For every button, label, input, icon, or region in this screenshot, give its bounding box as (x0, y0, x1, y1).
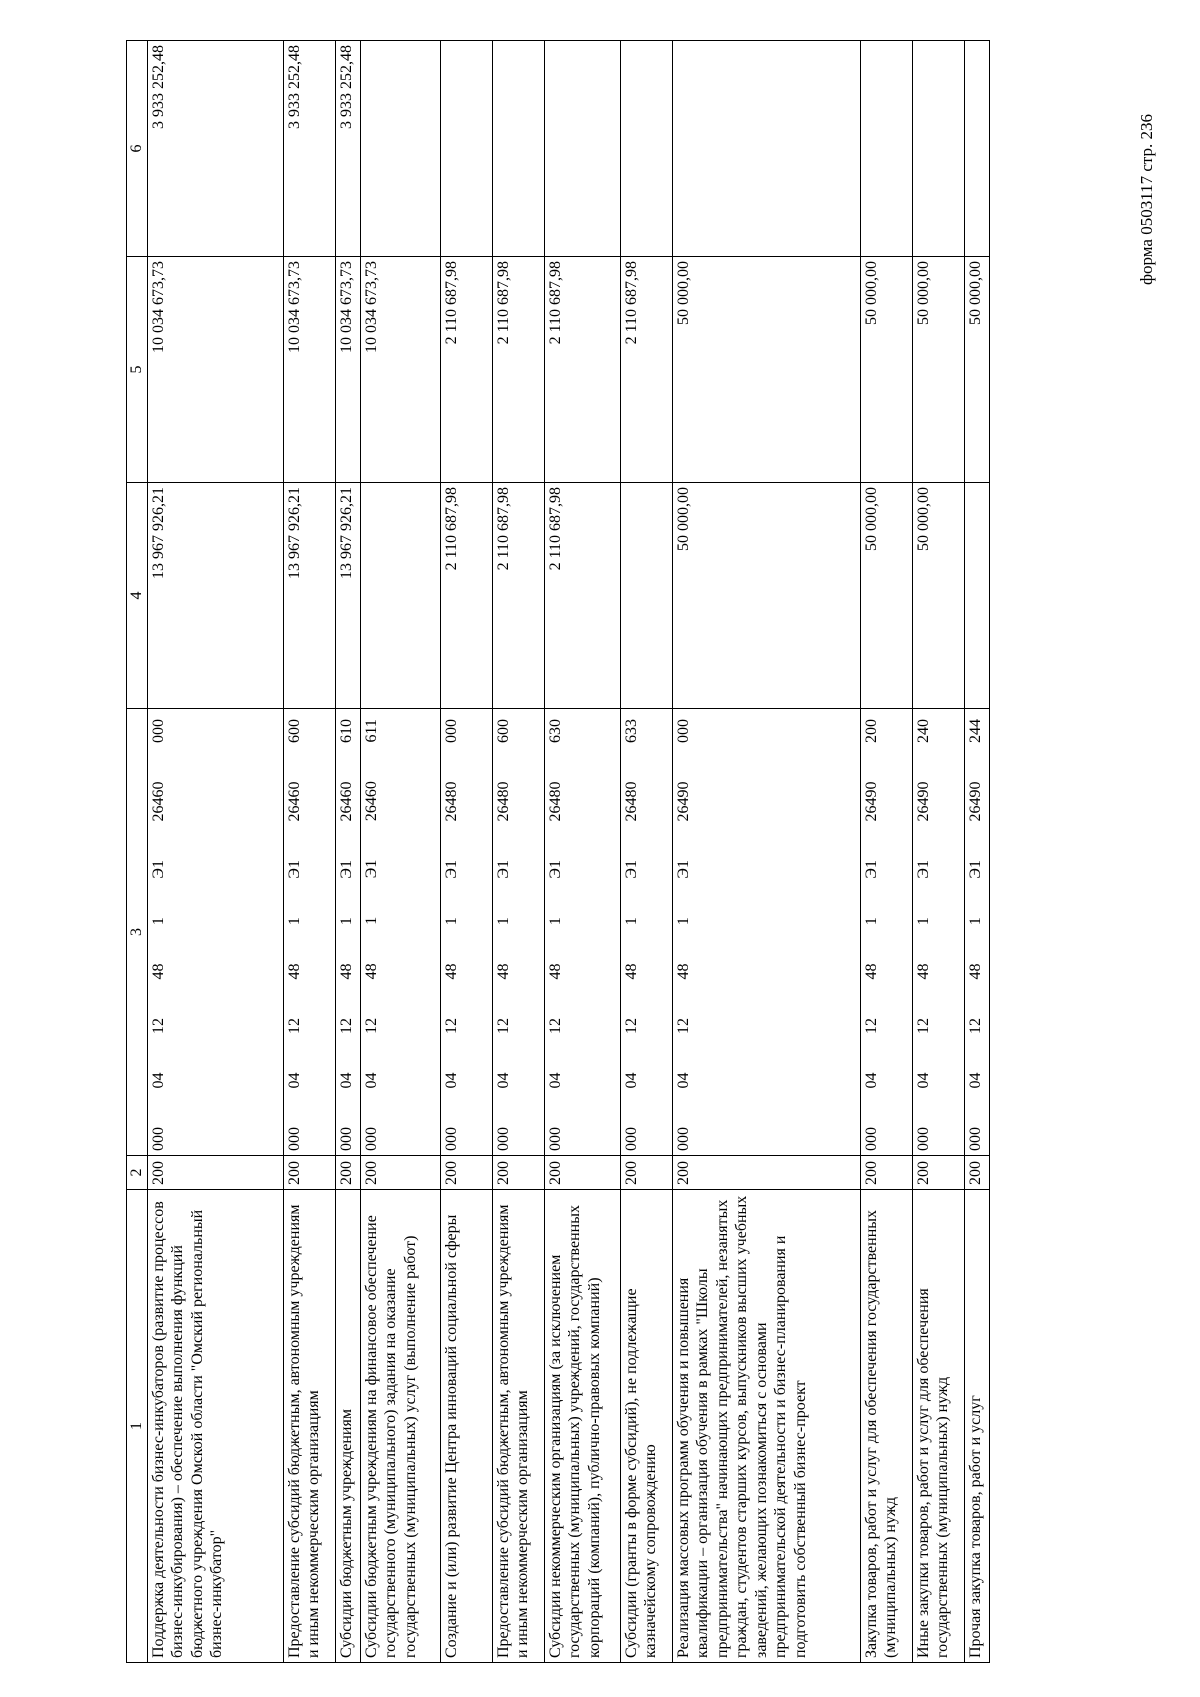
row-name-cell: Прочая закупка товаров, работ и услуг (964, 1190, 989, 1663)
code-segment: 12 (337, 1018, 355, 1035)
classification-code (494, 713, 514, 1151)
line-code-cell: 200 (360, 1156, 440, 1190)
code-segment: 1 (337, 917, 355, 926)
classification-code-cell (544, 709, 620, 1156)
approved-amount-cell: 13 967 926,21 (335, 483, 360, 709)
executed-amount-cell: 2 110 687,98 (620, 257, 672, 483)
code-segment: 000 (674, 719, 692, 744)
code-segment: Э1 (966, 860, 984, 879)
code-segment: 000 (442, 719, 460, 744)
unexecuted-amount-cell: 3 933 252,48 (147, 41, 283, 257)
code-segment: 12 (862, 1018, 880, 1035)
classification-code-cell (492, 709, 544, 1156)
row-name-cell: Создание и (или) развитие Центра инноваций социальной сферы (440, 1190, 492, 1663)
code-segment: 48 (966, 963, 984, 980)
executed-amount-cell: 50 000,00 (672, 257, 860, 483)
code-segment: 26490 (862, 781, 880, 822)
executed-amount-cell: 10 034 673,73 (360, 257, 440, 483)
unexecuted-amount-cell: 3 933 252,48 (335, 41, 360, 257)
code-segment: 1 (966, 917, 984, 926)
classification-code (546, 713, 566, 1151)
table-row (860, 41, 912, 1663)
code-segment: 630 (546, 719, 564, 744)
classification-code (285, 713, 305, 1151)
code-segment: 04 (337, 1072, 355, 1089)
classification-code (442, 713, 462, 1151)
code-segment: 48 (862, 963, 880, 980)
code-segment: 610 (337, 719, 355, 744)
approved-amount-cell: 2 110 687,98 (492, 483, 544, 709)
code-segment: 48 (337, 963, 355, 980)
code-segment: 26490 (674, 781, 692, 822)
unexecuted-amount-cell (620, 41, 672, 257)
approved-amount-cell (620, 483, 672, 709)
code-segment: 12 (914, 1018, 932, 1035)
executed-amount-cell: 50 000,00 (860, 257, 912, 483)
code-segment: 04 (442, 1072, 460, 1089)
classification-code-cell (335, 709, 360, 1156)
line-code-cell: 200 (492, 1156, 544, 1190)
code-segment: 26480 (622, 781, 640, 822)
row-name-cell: Субсидии бюджетным учреждениям на финансовое обеспечение государственного (муниципального) задания на оказание государственных (муниципальных) услуг (выполнение работ) (360, 1190, 440, 1663)
code-segment: 04 (674, 1072, 692, 1089)
code-segment: 04 (862, 1072, 880, 1089)
code-segment: 48 (494, 963, 512, 980)
executed-amount-cell: 10 034 673,73 (283, 257, 335, 483)
code-segment: 04 (546, 1072, 564, 1089)
code-segment: 1 (622, 917, 640, 926)
approved-amount-cell (360, 483, 440, 709)
column-number: 6 (127, 41, 148, 257)
line-code-cell: 200 (283, 1156, 335, 1190)
approved-amount-cell: 2 110 687,98 (544, 483, 620, 709)
code-segment: Э1 (149, 860, 167, 879)
form-reference: форма 0503117 стр. 236 (1137, 114, 1156, 285)
executed-amount-cell: 10 034 673,73 (147, 257, 283, 483)
code-segment: 12 (546, 1018, 564, 1035)
table-body (147, 41, 989, 1663)
code-segment: 48 (674, 963, 692, 980)
code-segment: 1 (285, 917, 303, 926)
row-name-cell: Реализация массовых программ обучения и повышения квалификации – организация обучения в рамках "Школы предпринимательства" начинающих предпринимателей, незанятых граждан, студентов старших курсов, выпускников высших учебных заведений, желающих познакомиться с основами предпринимательской деятельности и бизнес-планирования и подготовить собственный бизнес-проект (672, 1190, 860, 1663)
unexecuted-amount-cell (672, 41, 860, 257)
budget-execution-table (126, 40, 990, 1663)
code-segment: 1 (914, 917, 932, 926)
line-code-cell: 200 (147, 1156, 283, 1190)
table-row (620, 41, 672, 1663)
column-number: 5 (127, 257, 148, 483)
code-segment: 000 (362, 1127, 380, 1151)
code-segment: 04 (149, 1072, 167, 1089)
code-segment: Э1 (546, 860, 564, 879)
classification-code (337, 713, 357, 1151)
approved-amount-cell: 50 000,00 (860, 483, 912, 709)
table-row (283, 41, 335, 1663)
unexecuted-amount-cell (860, 41, 912, 257)
code-segment: 000 (149, 719, 167, 744)
code-segment: 1 (674, 917, 692, 926)
code-segment: 26460 (149, 781, 167, 822)
classification-code-cell (964, 709, 989, 1156)
row-name-cell: Поддержка деятельности бизнес-инкубаторов (развитие процессов бизнес-инкубирования) – обеспечение выполнения функций бюджетного учреждения Омской области "Омский региональный бизнес-инкубатор" (147, 1190, 283, 1663)
column-number: 3 (127, 709, 148, 1156)
code-segment: Э1 (494, 860, 512, 879)
code-segment: 633 (622, 719, 640, 744)
code-segment: 000 (149, 1127, 167, 1151)
approved-amount-cell: 50 000,00 (912, 483, 964, 709)
line-code-cell: 200 (335, 1156, 360, 1190)
code-segment: 48 (622, 963, 640, 980)
code-segment: 26480 (546, 781, 564, 822)
classification-code-cell (283, 709, 335, 1156)
table-row (964, 41, 989, 1663)
code-segment: 26490 (966, 781, 984, 822)
code-segment: 48 (285, 963, 303, 980)
classification-code (362, 713, 382, 1151)
code-segment: 48 (149, 963, 167, 980)
approved-amount-cell: 2 110 687,98 (440, 483, 492, 709)
classification-code (622, 713, 642, 1151)
row-name-cell: Предоставление субсидий бюджетным, автономным учреждениям и иным некоммерческим организациям (283, 1190, 335, 1663)
unexecuted-amount-cell: 3 933 252,48 (283, 41, 335, 257)
code-segment: Э1 (674, 860, 692, 879)
code-segment: 48 (546, 963, 564, 980)
code-segment: 12 (966, 1018, 984, 1035)
line-code-cell: 200 (672, 1156, 860, 1190)
classification-code (914, 713, 934, 1151)
column-number: 1 (127, 1190, 148, 1663)
classification-code-cell (672, 709, 860, 1156)
classification-code-cell (912, 709, 964, 1156)
code-segment: 04 (966, 1072, 984, 1089)
code-segment: 26460 (285, 781, 303, 822)
line-code-cell: 200 (620, 1156, 672, 1190)
code-segment: Э1 (362, 859, 380, 879)
unexecuted-amount-cell (440, 41, 492, 257)
classification-code-cell (440, 709, 492, 1156)
approved-amount-cell: 13 967 926,21 (147, 483, 283, 709)
executed-amount-cell: 2 110 687,98 (440, 257, 492, 483)
code-segment: 26490 (914, 781, 932, 822)
classification-code (862, 713, 882, 1151)
executed-amount-cell: 50 000,00 (964, 257, 989, 483)
classification-code (966, 713, 986, 1151)
classification-code-cell (620, 709, 672, 1156)
code-segment: 12 (622, 1018, 640, 1035)
code-segment: 1 (149, 917, 167, 926)
classification-code-cell (147, 709, 283, 1156)
code-segment: 12 (674, 1018, 692, 1035)
code-segment: 04 (914, 1072, 932, 1089)
table-row (147, 41, 283, 1663)
code-segment: 000 (622, 1127, 640, 1151)
approved-amount-cell: 50 000,00 (672, 483, 860, 709)
code-segment: 000 (494, 1127, 512, 1151)
unexecuted-amount-cell (912, 41, 964, 257)
table-row (544, 41, 620, 1663)
row-name-cell: Иные закупки товаров, работ и услуг для обеспечения государственных (муниципальных) нужд (912, 1190, 964, 1663)
executed-amount-cell: 2 110 687,98 (544, 257, 620, 483)
unexecuted-amount-cell (544, 41, 620, 257)
code-segment: 000 (442, 1127, 460, 1151)
row-name-cell: Закупка товаров, работ и услуг для обеспечения государственных (муниципальных) нужд (860, 1190, 912, 1663)
classification-code-cell (860, 709, 912, 1156)
table-row (360, 41, 440, 1663)
code-segment: 1 (494, 917, 512, 926)
column-number: 2 (127, 1156, 148, 1190)
approved-amount-cell: 13 967 926,21 (283, 483, 335, 709)
code-segment: 600 (494, 719, 512, 744)
code-segment: 26480 (442, 781, 460, 822)
code-segment: 12 (494, 1018, 512, 1035)
code-segment: 48 (914, 963, 932, 980)
code-segment: 244 (966, 719, 984, 744)
code-segment: 04 (622, 1072, 640, 1089)
line-code-cell: 200 (964, 1156, 989, 1190)
code-segment: 26480 (494, 781, 512, 822)
code-segment: Э1 (622, 860, 640, 879)
table-row (912, 41, 964, 1663)
column-number: 4 (127, 483, 148, 709)
line-code-cell: 200 (440, 1156, 492, 1190)
code-segment: 1 (862, 917, 880, 926)
code-segment: 000 (914, 1127, 932, 1151)
line-code-cell: 200 (544, 1156, 620, 1190)
code-segment: 000 (337, 1127, 355, 1151)
code-segment: 1 (442, 917, 460, 926)
row-name-cell: Субсидии (гранты в форме субсидий), не подлежащие казначейскому сопровождению (620, 1190, 672, 1663)
code-segment: 240 (914, 719, 932, 744)
table-row (492, 41, 544, 1663)
unexecuted-amount-cell (964, 41, 989, 257)
classification-code-cell (360, 709, 440, 1156)
code-segment: 000 (546, 1127, 564, 1151)
executed-amount-cell: 2 110 687,98 (492, 257, 544, 483)
code-segment: 04 (494, 1072, 512, 1089)
code-segment: 12 (362, 1017, 380, 1034)
code-segment: 12 (285, 1018, 303, 1035)
code-segment: 12 (149, 1018, 167, 1035)
code-segment: 000 (674, 1127, 692, 1151)
table-row (672, 41, 860, 1663)
code-segment: 611 (362, 719, 380, 743)
line-code-cell: 200 (912, 1156, 964, 1190)
approved-amount-cell (964, 483, 989, 709)
row-name-cell: Субсидии бюджетным учреждениям (335, 1190, 360, 1663)
table-row (440, 41, 492, 1663)
code-segment: 200 (862, 719, 880, 744)
code-segment: 04 (285, 1072, 303, 1089)
executed-amount-cell: 50 000,00 (912, 257, 964, 483)
code-segment: 48 (362, 963, 380, 980)
code-segment: 000 (966, 1127, 984, 1151)
code-segment: Э1 (862, 860, 880, 879)
executed-amount-cell: 10 034 673,73 (335, 257, 360, 483)
column-number-row (127, 41, 148, 1663)
code-segment: 12 (442, 1018, 460, 1035)
code-segment: 04 (362, 1072, 380, 1089)
code-segment: 600 (285, 719, 303, 744)
code-segment: 1 (362, 916, 380, 925)
code-segment: Э1 (285, 860, 303, 879)
classification-code (149, 713, 169, 1151)
unexecuted-amount-cell (360, 41, 440, 257)
code-segment: Э1 (914, 860, 932, 879)
code-segment: Э1 (337, 860, 355, 879)
row-name-cell: Предоставление субсидий бюджетным, автономным учреждениям и иным некоммерческим организациям (492, 1190, 544, 1663)
line-code-cell: 200 (860, 1156, 912, 1190)
code-segment: Э1 (442, 860, 460, 879)
code-segment: 000 (285, 1127, 303, 1151)
code-segment: 26460 (337, 781, 355, 822)
code-segment: 26460 (362, 781, 380, 822)
classification-code (674, 713, 694, 1151)
code-segment: 000 (862, 1127, 880, 1151)
row-name-cell: Субсидии некоммерческим организациям (за исключением государственных (муниципальных) учреждений, государственных корпораций (компаний), публично-правовых компаний) (544, 1190, 620, 1663)
code-segment: 1 (546, 917, 564, 926)
code-segment: 48 (442, 963, 460, 980)
unexecuted-amount-cell (492, 41, 544, 257)
table-row (335, 41, 360, 1663)
